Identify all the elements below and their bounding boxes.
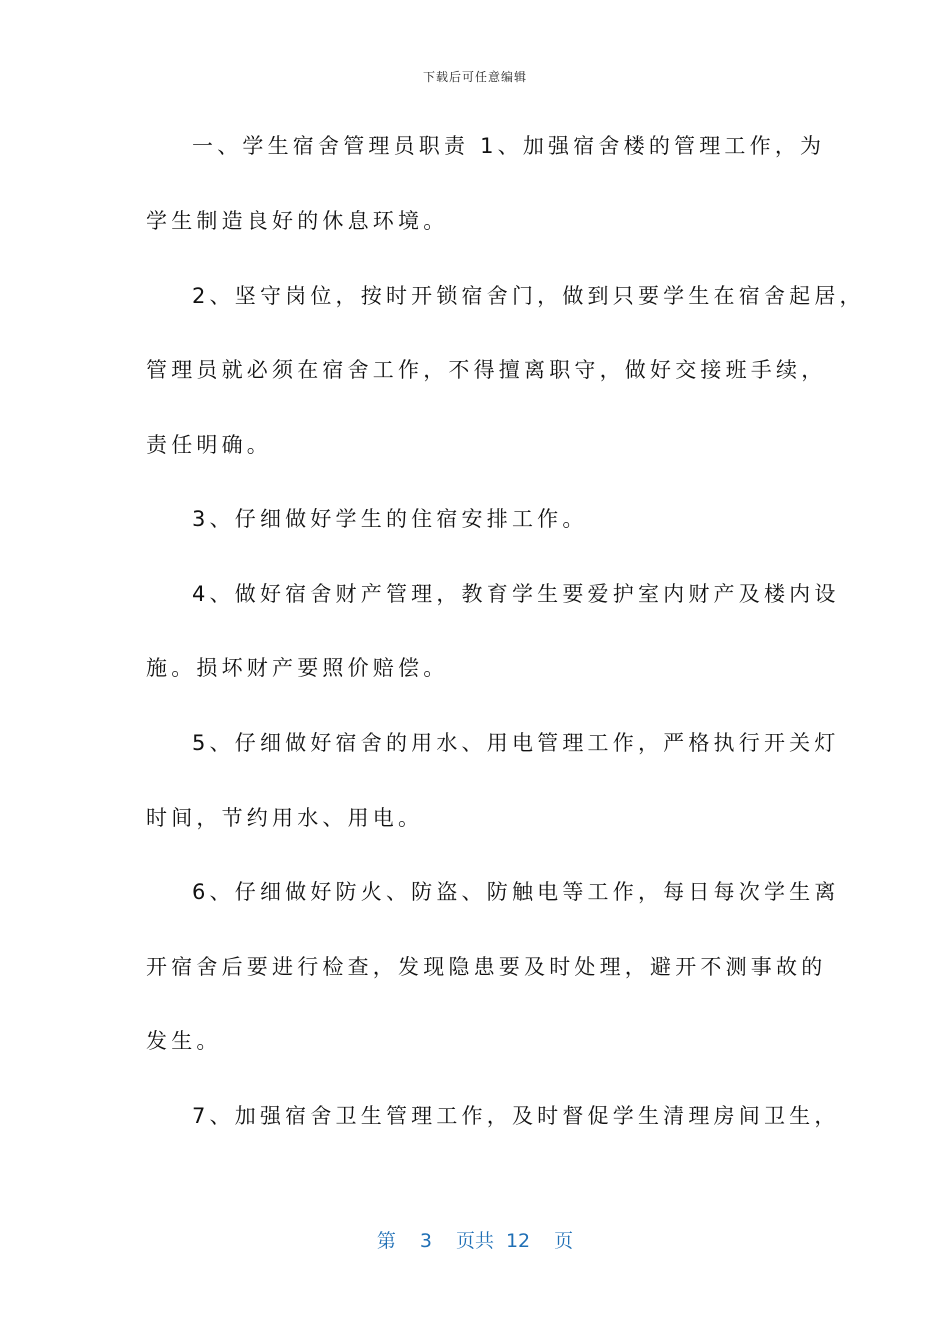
footer-prefix: 第 (376, 1230, 396, 1252)
paragraph-line: 发生。 (146, 1029, 222, 1053)
paragraph-line: 责任明确。 (146, 433, 272, 457)
header-note: 下载后可任意编辑 (422, 70, 527, 84)
footer-current-page: 3 (419, 1230, 432, 1252)
paragraph-line: 时间，节约用水、用电。 (146, 806, 424, 830)
page-number-footer (0, 1226, 950, 1253)
paragraph-line: 管理员就必须在宿舍工作，不得擅离职守，做好交接班手续， (146, 358, 827, 382)
paragraph-line: 2、坚守岗位，按时开锁宿舍门，做到只要学生在宿舍起居， (192, 284, 865, 308)
paragraph-line: 开宿舍后要进行检查，发现隐患要及时处理，避开不测事故的 (146, 955, 827, 979)
paragraph-line: 一、学生宿舍管理员职责 1、加强宿舍楼的管理工作，为 (192, 134, 826, 158)
paragraph-line: 7、加强宿舍卫生管理工作，及时督促学生清理房间卫生， (192, 1104, 840, 1128)
paragraph-line: 3、仔细做好学生的住宿安排工作。 (192, 507, 588, 531)
paragraph-line: 6、仔细做好防火、防盗、防触电等工作，每日每次学生离 (192, 880, 840, 904)
paragraph-line: 学生制造良好的休息环境。 (146, 209, 449, 233)
footer-middle: 页共 (455, 1230, 494, 1252)
footer-total-pages: 12 (505, 1230, 531, 1252)
paragraph-line: 施。损坏财产要照价赔偿。 (146, 656, 449, 680)
footer-suffix: 页 (554, 1230, 574, 1252)
paragraph-line: 4、做好宿舍财产管理，教育学生要爱护室内财产及楼内设 (192, 582, 840, 606)
paragraph-line: 5、仔细做好宿舍的用水、用电管理工作，严格执行开关灯 (192, 731, 840, 755)
